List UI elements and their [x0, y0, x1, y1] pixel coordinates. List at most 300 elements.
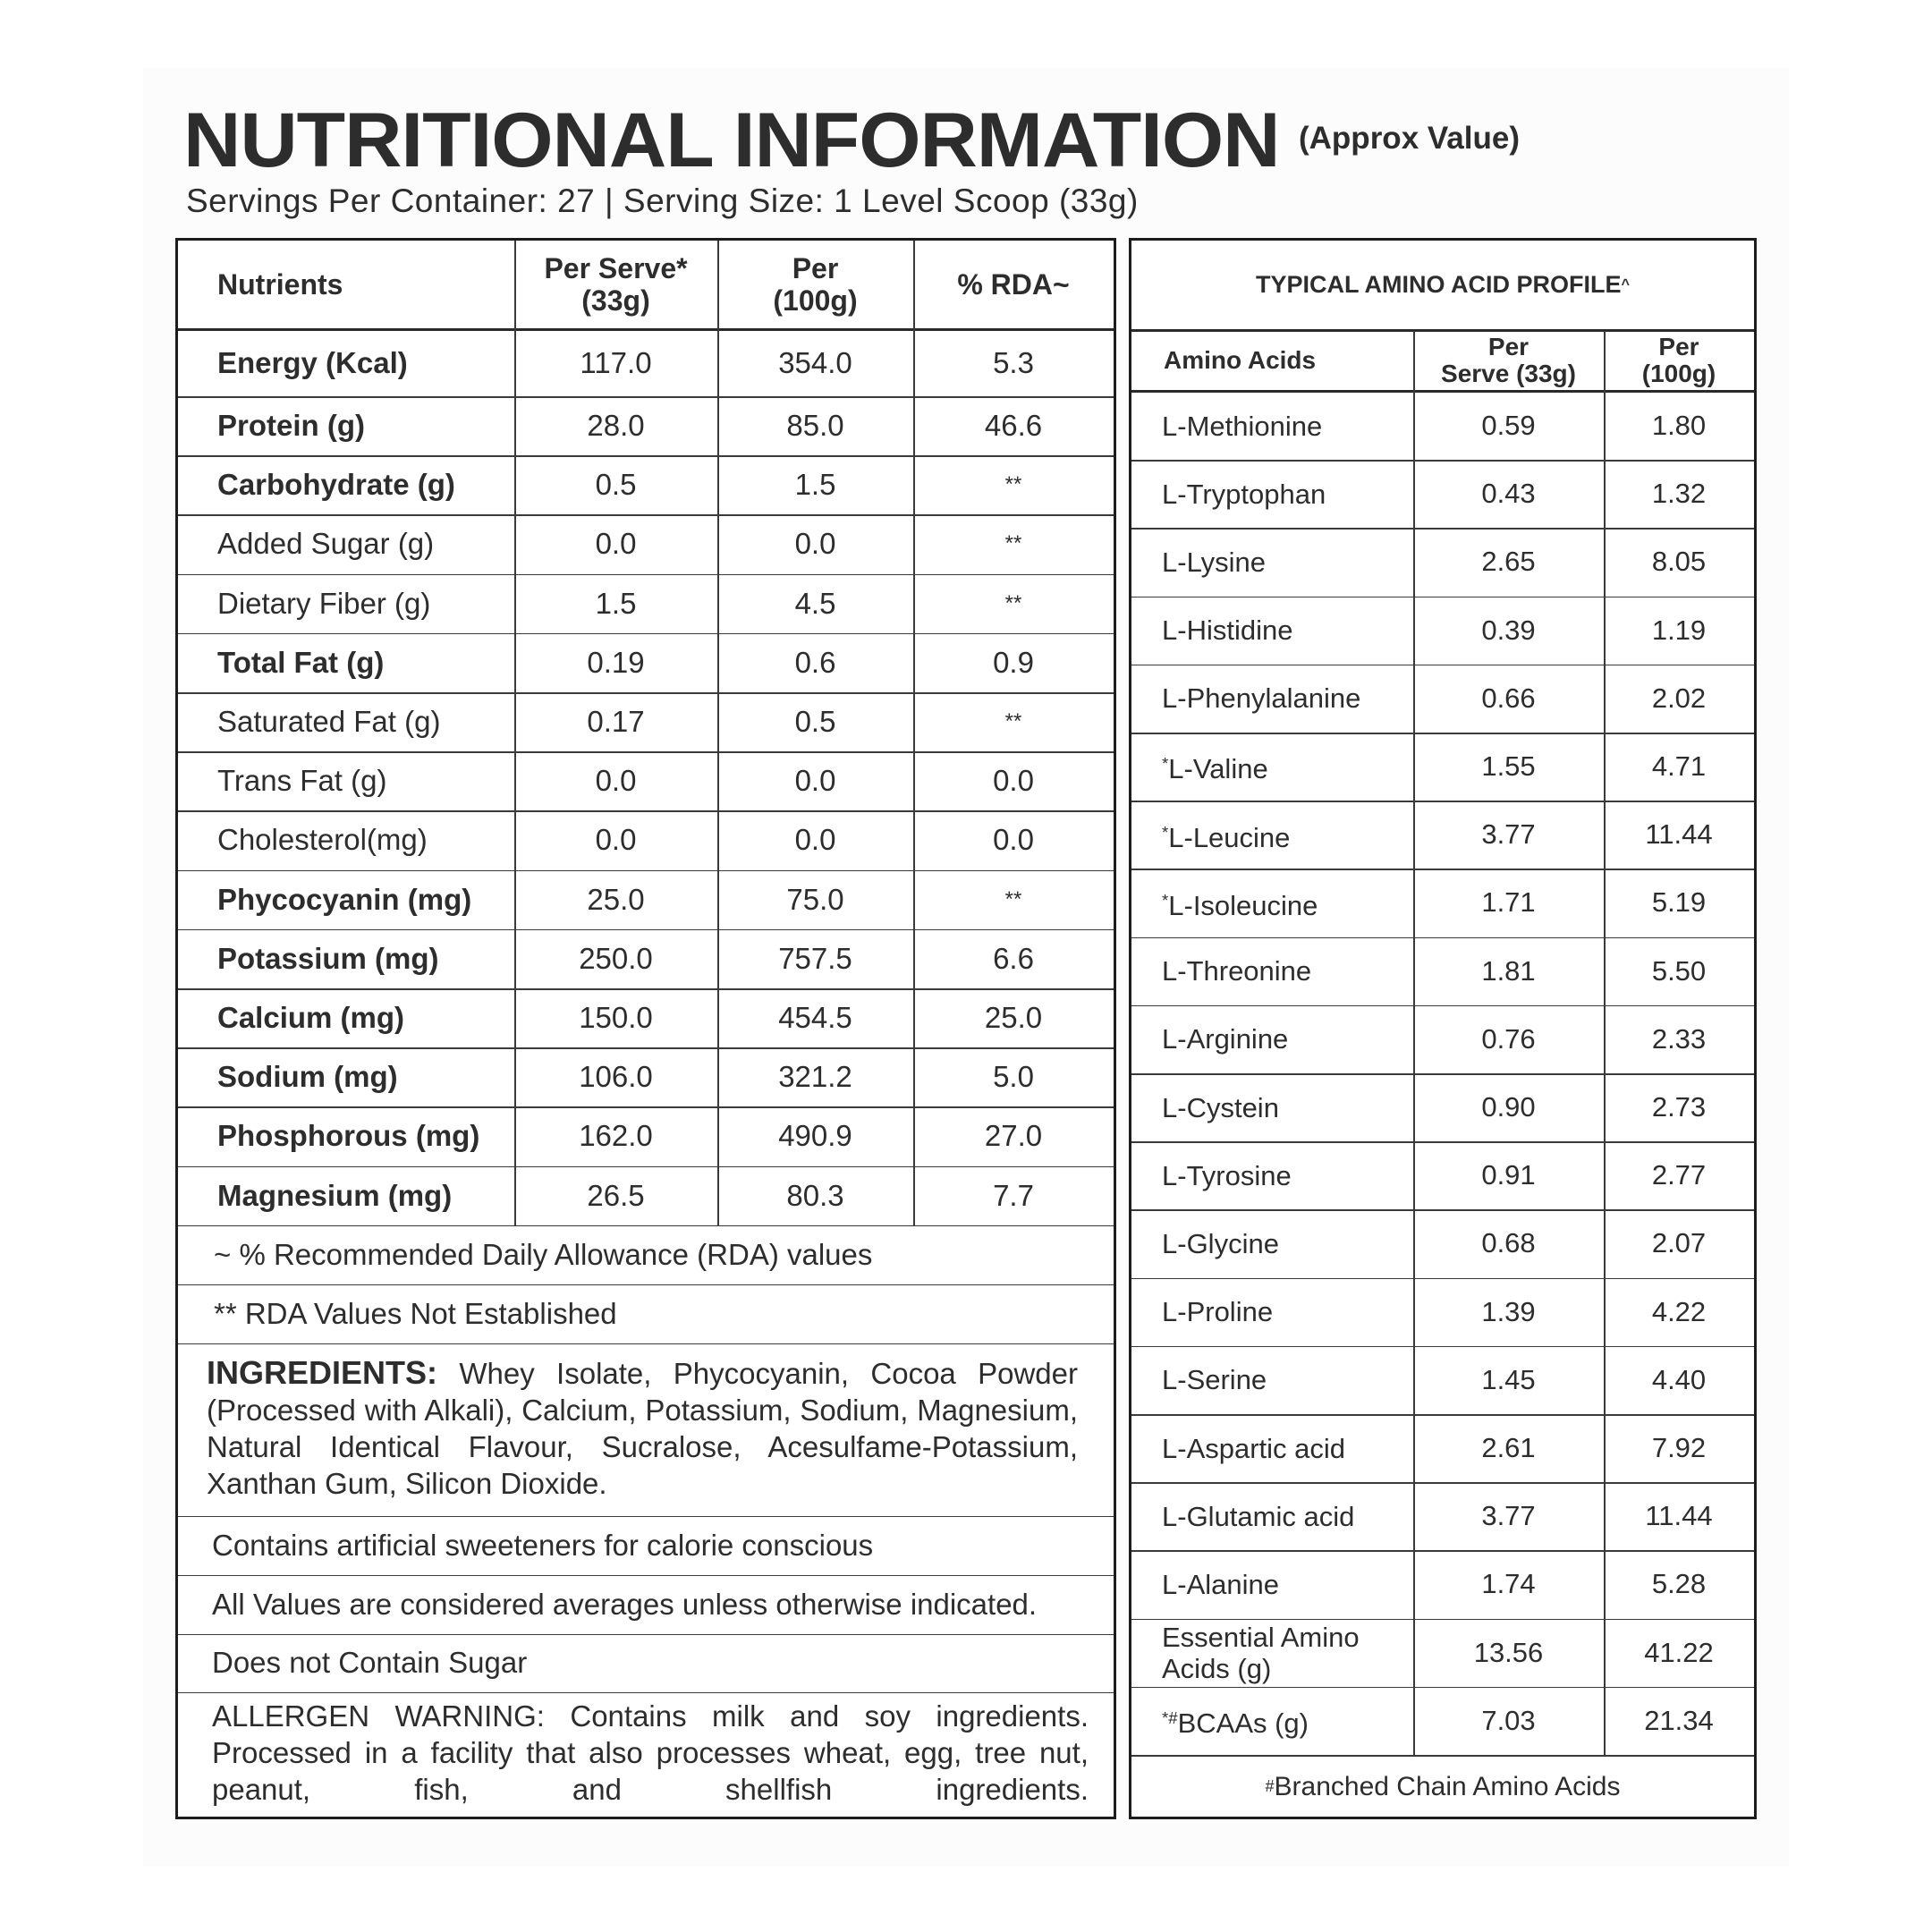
rda-text: 6.6 [993, 941, 1034, 975]
amino-acid-name-wrap [1162, 955, 1311, 987]
per-serve-text: 0.19 [587, 645, 645, 679]
header-per-serve [514, 241, 717, 328]
amino-per-100g-text: 21.34 [1644, 1704, 1714, 1736]
per-serve-value [514, 692, 717, 751]
amino-per-serve-value [1413, 597, 1604, 665]
header-rda-label: % RDA~ [957, 268, 1070, 301]
per-100g-text: 757.5 [778, 941, 852, 975]
amino-acid-name [1131, 733, 1413, 801]
per-100g-value [717, 929, 913, 988]
nutrient-name [178, 751, 514, 810]
per-serve-text: 0.17 [587, 705, 645, 739]
amino-per-serve-value [1413, 1687, 1604, 1755]
rda-value [913, 870, 1114, 929]
table-row [178, 514, 1114, 573]
amino-per-serve-value [1413, 869, 1604, 936]
rda-value [913, 633, 1114, 692]
no-sugar-note [178, 1634, 1114, 1692]
amino-per-100g-text: 1.80 [1651, 410, 1707, 442]
nutrient-name-text: Dietary Fiber (g) [217, 586, 431, 620]
amino-per-100g-value [1604, 801, 1754, 869]
amino-per-serve-text: 1.55 [1481, 750, 1536, 783]
nutrient-name-text: Sodium (mg) [217, 1060, 398, 1094]
header-per-100g-line2: (100g) [773, 284, 858, 317]
amino-per-serve-value [1413, 801, 1604, 869]
amino-table-title [1131, 241, 1754, 329]
amino-acid-name-text: L-Serine [1162, 1364, 1267, 1396]
amino-footnote-mark: * [1162, 754, 1169, 774]
bcaa-footnote-text: Branched Chain Amino Acids [1274, 1771, 1621, 1801]
per-serve-text: 0.0 [595, 764, 637, 798]
table-row [178, 574, 1114, 633]
amino-acid-name-text: L-Phenylalanine [1162, 682, 1361, 715]
amino-footnote-mark: * [1162, 890, 1169, 910]
amino-per-100g-text: 1.19 [1651, 614, 1707, 646]
nutrient-name [178, 988, 514, 1047]
per-100g-text: 75.0 [786, 882, 844, 916]
per-100g-text: 80.3 [786, 1178, 844, 1212]
rda-text: 27.0 [984, 1119, 1043, 1153]
per-100g-text: 1.5 [794, 468, 836, 502]
nutrient-name [178, 633, 514, 692]
nutrient-name [178, 455, 514, 514]
amino-acid-name [1131, 869, 1413, 936]
amino-per-100g-text: 11.44 [1645, 1500, 1713, 1532]
sweetener-note-text: Contains artificial sweeteners for calorie conscious [212, 1528, 874, 1562]
table-row [178, 633, 1114, 692]
nutrient-name-text: Calcium (mg) [217, 1001, 405, 1035]
amino-acid-name [1131, 1482, 1413, 1550]
per-100g-text: 0.6 [794, 645, 836, 679]
table-row [1131, 1073, 1754, 1141]
table-row [1131, 392, 1754, 460]
table-row [178, 330, 1114, 396]
amino-acid-name-text: L-Alanine [1162, 1568, 1279, 1600]
per-serve-value [514, 1166, 717, 1225]
amino-acid-name-wrap [1162, 1228, 1279, 1259]
amino-acid-name-text: L-Aspartic acid [1162, 1432, 1346, 1464]
allergen-warning: ALLERGEN WARNING: Contains milk and soy ingredients. Processed in a facility that also processes wheat, egg, tree nut, peanut, fish, and shellfish ingredients. [212, 1699, 1089, 1806]
amino-per-serve-text: 0.91 [1481, 1159, 1536, 1191]
amino-acid-name-text: L-Leucine [1168, 821, 1291, 853]
column-divider [913, 241, 915, 1225]
table-row [178, 1106, 1114, 1165]
amino-acid-name [1131, 801, 1413, 869]
column-divider [1413, 331, 1415, 1755]
rda-text: ** [1004, 531, 1022, 556]
amino-per-100g-value [1604, 1278, 1754, 1346]
amino-per-serve-text: 0.68 [1481, 1227, 1536, 1259]
amino-acid-name-wrap [1162, 1569, 1279, 1600]
amino-per-100g-text: 4.40 [1651, 1363, 1707, 1395]
amino-per-100g-text: 2.02 [1651, 682, 1707, 714]
nutrient-name [178, 1047, 514, 1106]
nutrient-name [178, 1106, 514, 1165]
amino-per-100g-text: 1.32 [1651, 478, 1707, 510]
amino-acid-name-wrap [1162, 1622, 1404, 1684]
amino-acid-name-text: L-Proline [1162, 1296, 1274, 1328]
nutrient-name-text: Phycocyanin (mg) [217, 882, 472, 916]
rda-not-established-note-text: ** RDA Values Not Established [214, 1296, 617, 1330]
amino-per-100g-value [1604, 1687, 1754, 1755]
amino-acid-name-wrap [1162, 1364, 1267, 1395]
per-serve-text: 25.0 [587, 882, 645, 916]
nutrient-name-text: Phosphorous (mg) [217, 1119, 480, 1153]
amino-per-100g-text: 2.73 [1651, 1091, 1707, 1123]
no-sugar-note-text: Does not Contain Sugar [212, 1646, 528, 1680]
nutrient-name-text: Cholesterol(mg) [217, 823, 428, 857]
rda-text: ** [1004, 709, 1022, 734]
header-per-serve-line1: Per Serve* [544, 252, 688, 284]
nutrient-name-text: Energy (Kcal) [217, 346, 408, 379]
rda-value [913, 988, 1114, 1047]
amino-acid-name-text: L-Tryptophan [1162, 478, 1326, 510]
table-row [1131, 597, 1754, 665]
amino-acid-name [1131, 1073, 1413, 1141]
table-row [1131, 1346, 1754, 1414]
per-serve-value [514, 988, 717, 1047]
amino-acid-name [1131, 597, 1413, 665]
rda-text: 5.0 [993, 1060, 1034, 1094]
amino-per-serve-value [1413, 1209, 1604, 1277]
amino-per-serve-value [1413, 937, 1604, 1005]
per-serve-value [514, 1106, 717, 1165]
amino-acid-name-text: L-Arginine [1162, 1023, 1289, 1055]
per-100g-value [717, 870, 913, 929]
amino-per-serve-value [1413, 1346, 1604, 1414]
per-serve-text: 150.0 [579, 1001, 653, 1035]
amino-per-serve-value [1413, 1073, 1604, 1141]
amino-per-100g-value [1604, 1550, 1754, 1618]
amino-per-serve-value [1413, 1278, 1604, 1346]
per-100g-text: 4.5 [794, 586, 836, 620]
amino-per-100g-text: 2.33 [1651, 1022, 1707, 1055]
nutrient-name-text: Potassium (mg) [217, 941, 439, 975]
nutrient-name [178, 514, 514, 573]
amino-per-100g-value [1604, 1346, 1754, 1414]
per-serve-value [514, 633, 717, 692]
amino-acid-name-wrap [1162, 1296, 1273, 1327]
amino-per-serve-text: 0.43 [1481, 478, 1536, 510]
rda-value [913, 751, 1114, 810]
amino-per-100g-value [1604, 665, 1754, 733]
per-serve-text: 162.0 [579, 1119, 653, 1153]
amino-per-serve-value [1413, 733, 1604, 801]
amino-acid-name-text: L-Tyrosine [1162, 1159, 1292, 1191]
amino-acid-name-text: L-Methionine [1162, 410, 1323, 442]
nutrient-name-text: Trans Fat (g) [217, 764, 387, 798]
per-serve-value [514, 396, 717, 455]
amino-per-serve-text: 13.56 [1473, 1636, 1544, 1668]
header-amino-per-serve [1413, 331, 1604, 390]
column-divider [514, 241, 516, 1225]
amino-per-serve-text: 0.39 [1481, 614, 1536, 646]
amino-per-100g-text: 8.05 [1651, 546, 1707, 578]
table-row [178, 1166, 1114, 1225]
header-amino-per-serve-line2: Serve (33g) [1441, 360, 1576, 387]
rda-footnote-text: ~ % Recommended Daily Allowance (RDA) values [214, 1237, 873, 1271]
amino-acid-name [1131, 528, 1413, 596]
rda-text: 46.6 [984, 409, 1043, 443]
per-serve-text: 0.5 [595, 468, 637, 502]
amino-per-serve-text: 0.59 [1481, 410, 1536, 442]
averages-note [178, 1575, 1114, 1634]
nutrient-name-text: Added Sugar (g) [217, 527, 435, 561]
amino-acid-name [1131, 460, 1413, 528]
amino-per-serve-text: 1.39 [1481, 1295, 1536, 1327]
amino-acid-table [1129, 238, 1757, 1819]
amino-per-serve-text: 1.81 [1481, 954, 1536, 987]
per-serve-text: 0.0 [595, 823, 637, 857]
ingredients [207, 1354, 1078, 1502]
amino-acid-name-wrap [1162, 682, 1360, 714]
amino-per-serve-value [1413, 1550, 1604, 1618]
rda-text: 25.0 [984, 1001, 1043, 1035]
per-100g-text: 85.0 [786, 409, 844, 443]
amino-per-100g-value [1604, 1141, 1754, 1209]
rda-value [913, 1166, 1114, 1225]
sweetener-note [178, 1516, 1114, 1575]
nutrient-name [178, 396, 514, 455]
amino-per-serve-text: 7.03 [1481, 1704, 1536, 1736]
per-serve-value [514, 455, 717, 514]
amino-acid-name-wrap [1162, 1501, 1354, 1532]
amino-acid-name-wrap [1162, 817, 1290, 853]
page-title: NUTRITIONAL INFORMATION [183, 97, 1280, 183]
amino-per-100g-value [1604, 1414, 1754, 1482]
nutrient-name [178, 870, 514, 929]
table-row [1131, 1005, 1754, 1073]
per-100g-value [717, 396, 913, 455]
amino-per-100g-value [1604, 1482, 1754, 1550]
table-row [178, 692, 1114, 751]
amino-per-100g-value [1604, 528, 1754, 596]
rda-value [913, 1047, 1114, 1106]
amino-per-serve-value [1413, 392, 1604, 460]
table-row [178, 988, 1114, 1047]
per-serve-text: 250.0 [579, 941, 653, 975]
amino-acid-name [1131, 1141, 1413, 1209]
rda-value [913, 810, 1114, 869]
rda-text: 0.9 [993, 645, 1034, 679]
per-serve-text: 117.0 [580, 346, 652, 379]
amino-acid-name-wrap [1162, 1702, 1309, 1739]
amino-acid-name-wrap [1162, 1433, 1345, 1464]
amino-footnote-mark: *# [1162, 1708, 1178, 1728]
per-100g-value [717, 574, 913, 633]
per-100g-value [717, 1047, 913, 1106]
amino-acid-name [1131, 937, 1413, 1005]
rda-not-established-note [178, 1284, 1114, 1343]
per-serve-text: 26.5 [587, 1178, 645, 1212]
per-100g-value [717, 988, 913, 1047]
rda-text: ** [1004, 886, 1022, 911]
amino-acid-name-wrap [1162, 411, 1322, 442]
per-100g-text: 354.0 [778, 346, 852, 379]
nutrient-name [178, 929, 514, 988]
rda-text: 0.0 [993, 764, 1034, 798]
amino-per-100g-value [1604, 869, 1754, 936]
amino-acid-name-wrap [1162, 748, 1268, 784]
amino-acid-name-text: L-Histidine [1162, 614, 1293, 647]
column-divider [717, 241, 719, 1225]
table-row [1131, 1209, 1754, 1277]
per-serve-text: 0.0 [595, 527, 637, 561]
amino-acid-name [1131, 1619, 1413, 1687]
amino-acid-name [1131, 1550, 1413, 1618]
per-100g-text: 0.0 [794, 823, 836, 857]
amino-per-100g-text: 4.22 [1651, 1295, 1707, 1327]
nutrient-name [178, 810, 514, 869]
amino-per-100g-value [1604, 1005, 1754, 1073]
row-divider [178, 1343, 1114, 1345]
amino-table-title-text: TYPICAL AMINO ACID PROFILE [1256, 271, 1622, 298]
nutrient-name-text: Saturated Fat (g) [217, 705, 441, 739]
amino-per-serve-value [1413, 1482, 1604, 1550]
amino-acid-name [1131, 1209, 1413, 1277]
amino-acid-name-text: L-Lysine [1162, 546, 1267, 578]
rda-text: 0.0 [993, 823, 1034, 857]
amino-per-100g-value [1604, 733, 1754, 801]
amino-per-100g-text: 5.50 [1651, 954, 1707, 987]
bcaa-footnote-mark: # [1265, 1777, 1275, 1795]
amino-acid-name-wrap [1162, 479, 1326, 510]
amino-acid-name-wrap [1162, 614, 1292, 646]
nutrient-name [178, 692, 514, 751]
column-divider [1604, 331, 1606, 1755]
per-100g-text: 454.5 [778, 1001, 852, 1035]
approx-value-note: (Approx Value) [1299, 121, 1520, 156]
rda-text: 5.3 [993, 346, 1034, 379]
amino-per-serve-text: 3.77 [1481, 818, 1536, 851]
per-100g-value [717, 633, 913, 692]
table-row [178, 929, 1114, 988]
amino-acid-name [1131, 665, 1413, 733]
rda-value [913, 692, 1114, 751]
per-serve-value [514, 330, 717, 396]
per-100g-text: 321.2 [778, 1060, 852, 1094]
amino-acid-name-wrap [1162, 547, 1266, 578]
header-amino-acids-label: Amino Acids [1164, 346, 1317, 374]
per-serve-value [514, 751, 717, 810]
table-row [1131, 869, 1754, 936]
header-nutrients [178, 241, 514, 328]
amino-acid-name-text: Essential Amino Acids (g) [1162, 1621, 1360, 1684]
amino-per-serve-text: 2.61 [1481, 1432, 1536, 1464]
amino-per-100g-value [1604, 597, 1754, 665]
amino-per-serve-value [1413, 1005, 1604, 1073]
nutrient-name-text: Carbohydrate (g) [217, 468, 455, 502]
amino-per-serve-value [1413, 1141, 1604, 1209]
table-row [1131, 733, 1754, 801]
table-row [1131, 1619, 1754, 1687]
amino-per-serve-text: 0.76 [1481, 1022, 1536, 1055]
amino-acid-name-wrap [1162, 1160, 1292, 1191]
table-row [178, 455, 1114, 514]
table-row [178, 870, 1114, 929]
amino-per-100g-text: 11.44 [1645, 818, 1713, 851]
per-serve-text: 1.5 [595, 586, 637, 620]
table-row [178, 396, 1114, 455]
table-row [1131, 1278, 1754, 1346]
per-100g-value [717, 810, 913, 869]
rda-footnote [178, 1225, 1114, 1284]
amino-per-serve-text: 1.74 [1481, 1568, 1536, 1600]
header-amino-per-100g-line2: (100g) [1641, 360, 1716, 387]
bcaa-footnote [1131, 1757, 1754, 1817]
amino-per-100g-text: 41.22 [1644, 1636, 1714, 1668]
table-row [1131, 1482, 1754, 1550]
per-100g-value [717, 455, 913, 514]
amino-per-100g-text: 5.28 [1651, 1568, 1707, 1600]
amino-acid-name [1131, 1278, 1413, 1346]
amino-acid-name-wrap [1162, 1023, 1288, 1055]
rda-value [913, 574, 1114, 633]
header-per-100g [717, 241, 913, 328]
table-row [1131, 1687, 1754, 1755]
header-rda [913, 241, 1114, 328]
rda-value [913, 330, 1114, 396]
ingredients-text: Whey Isolate, Phycocyanin, Cocoa Powder (Processed with Alkali), Calcium, Potassium, Sodium, Magnesium, Natural Identical Flavour, Sucralose, Acesulfame-Potassium, Xanthan Gum, Silicon Dioxide. [207, 1356, 1079, 1500]
table-row [178, 1047, 1114, 1106]
nutrient-name [178, 330, 514, 396]
rda-value [913, 514, 1114, 573]
amino-per-100g-value [1604, 1073, 1754, 1141]
amino-per-serve-value [1413, 528, 1604, 596]
per-100g-value [717, 330, 913, 396]
amino-acid-name-text: L-Glutamic acid [1162, 1500, 1355, 1532]
per-100g-value [717, 514, 913, 573]
nutrient-name [178, 1166, 514, 1225]
amino-per-serve-text: 2.65 [1481, 546, 1536, 578]
nutrient-name-text: Magnesium (mg) [217, 1178, 453, 1212]
amino-acid-name [1131, 1346, 1413, 1414]
amino-per-100g-text: 5.19 [1651, 886, 1707, 919]
rda-value [913, 455, 1114, 514]
amino-acid-name-text: L-Glycine [1162, 1227, 1279, 1259]
table-row [178, 810, 1114, 869]
table-row [1131, 665, 1754, 733]
table-row [178, 751, 1114, 810]
table-row [1131, 1550, 1754, 1618]
averages-note-text: All Values are considered averages unless otherwise indicated. [212, 1587, 1038, 1621]
per-serve-value [514, 1047, 717, 1106]
amino-per-serve-text: 0.66 [1481, 682, 1536, 714]
per-100g-text: 0.0 [794, 764, 836, 798]
per-100g-value [717, 692, 913, 751]
table-row [1131, 1414, 1754, 1482]
amino-per-100g-value [1604, 1209, 1754, 1277]
table-row [1131, 460, 1754, 528]
header-amino-acids [1131, 331, 1413, 390]
rda-value [913, 929, 1114, 988]
amino-per-100g-text: 4.71 [1651, 750, 1707, 783]
amino-acid-name-wrap [1162, 1092, 1279, 1123]
header-per-100g-line1: Per [792, 252, 839, 284]
per-serve-text: 106.0 [579, 1060, 653, 1094]
amino-per-100g-value [1604, 1619, 1754, 1687]
per-serve-value [514, 929, 717, 988]
table-row [1131, 1141, 1754, 1209]
amino-per-100g-value [1604, 392, 1754, 460]
serving-info: Servings Per Container: 27 | Serving Size: 1 Level Scoop (33g) [186, 182, 1139, 219]
amino-acid-name [1131, 1005, 1413, 1073]
amino-acid-name [1131, 392, 1413, 460]
amino-acid-name-text: L-Isoleucine [1168, 890, 1318, 922]
amino-acid-name-text: L-Valine [1168, 753, 1268, 785]
amino-per-serve-text: 1.45 [1481, 1363, 1536, 1395]
amino-per-serve-value [1413, 1414, 1604, 1482]
